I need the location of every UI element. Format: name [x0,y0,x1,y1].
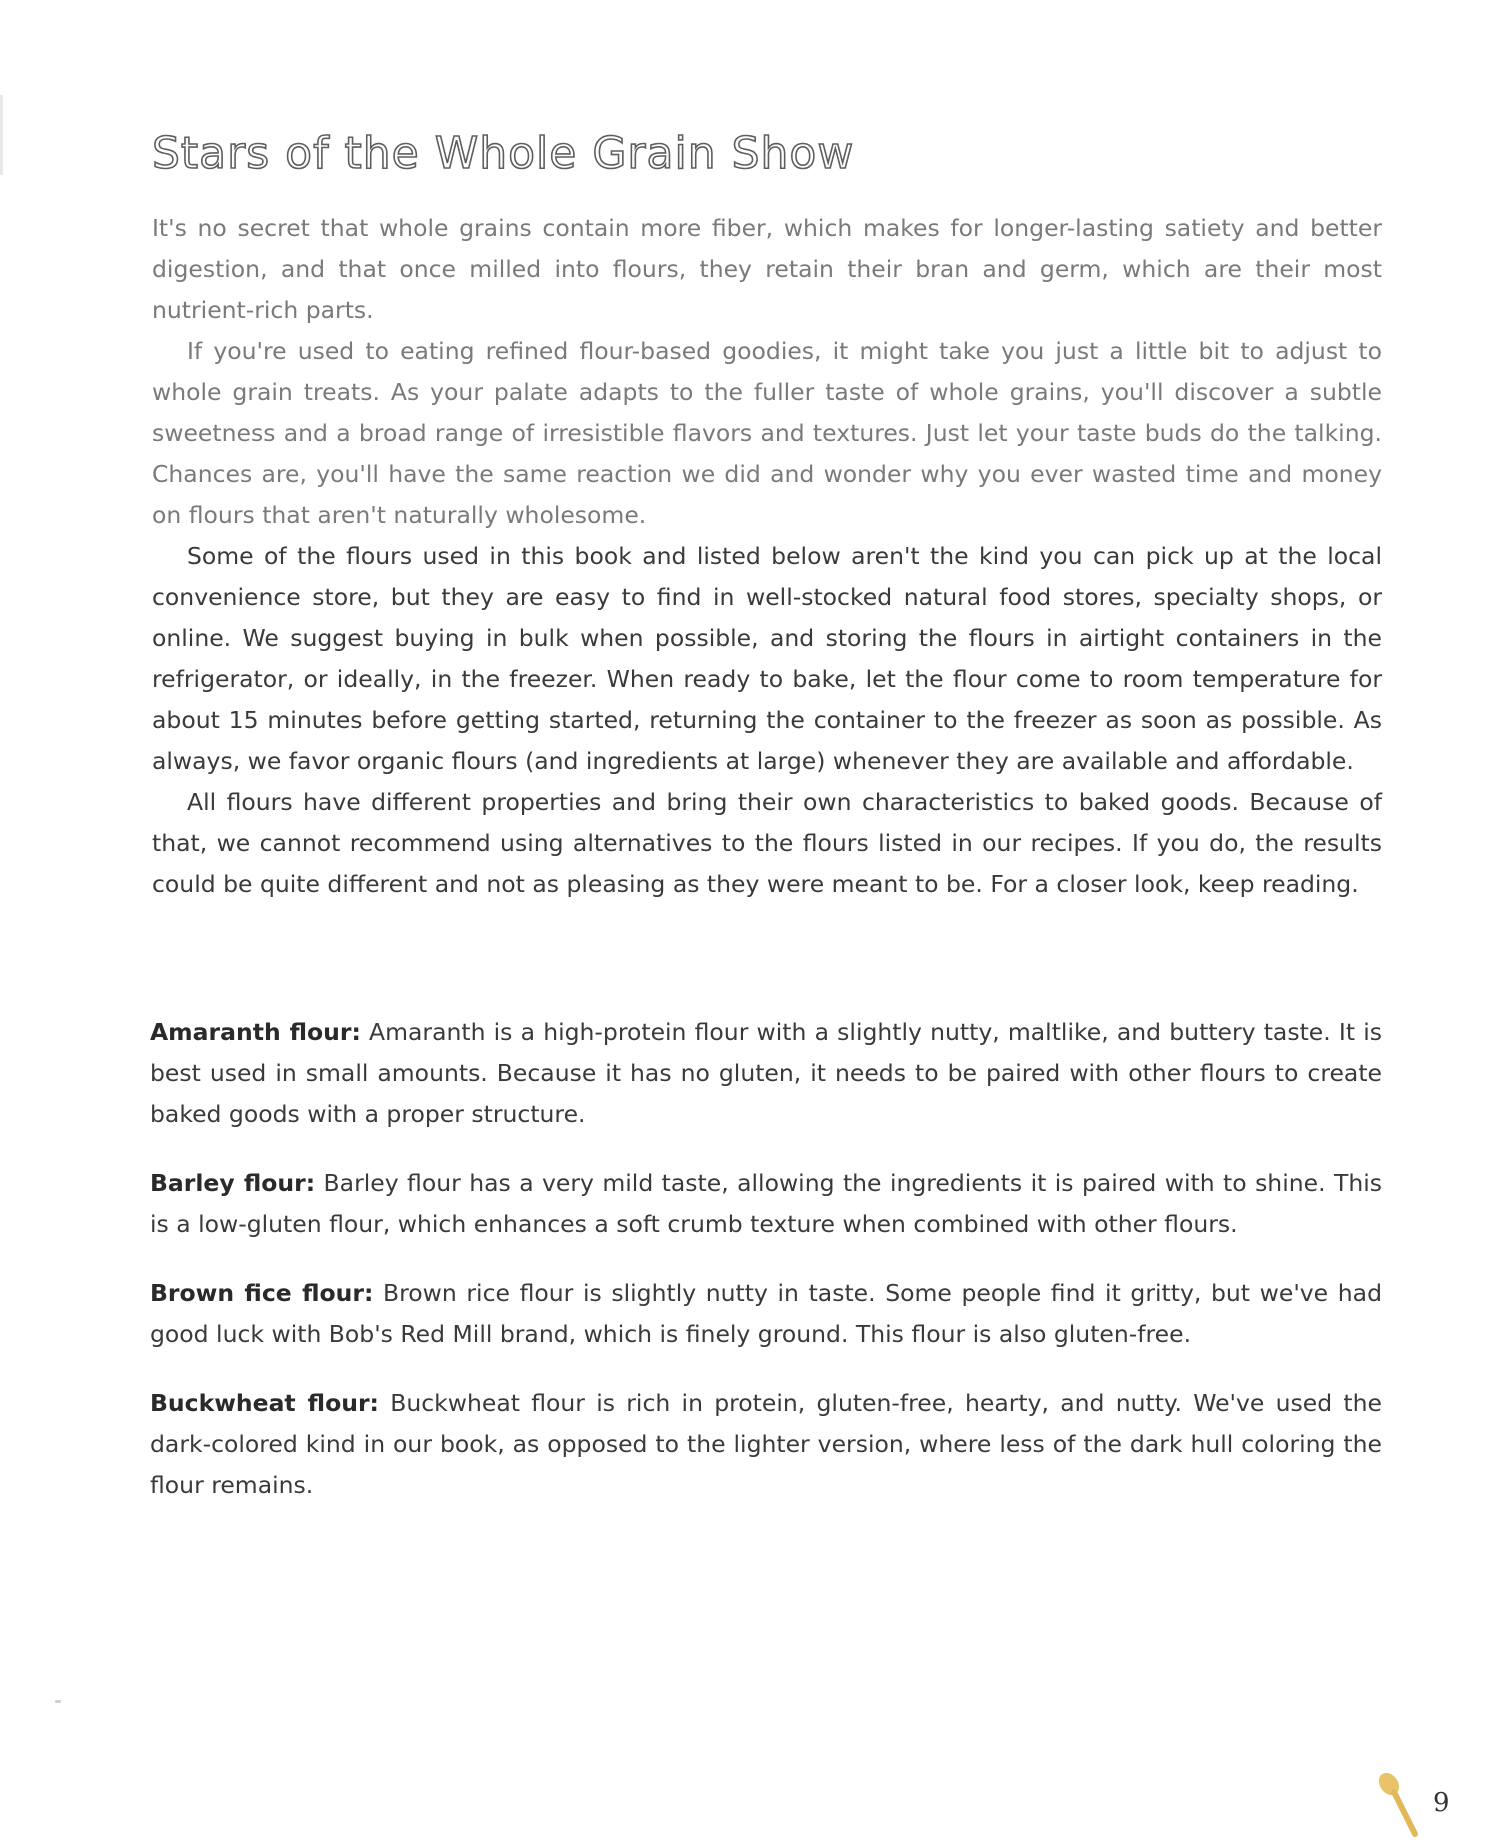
flour-description: Brown rice flour is slightly nutty in taste. Some people find it gritty, but we've had good luck with Bob's Red Mill brand, which is finely ground. This flour is also gluten-free. [150,1279,1382,1348]
flour-term: Amaranth flour: [150,1018,361,1046]
flour-entry-brown-rice [150,1273,1382,1355]
flour-description: Barley flour has a very mild taste, allowing the ingredients it is paired with to shine. This is a low-gluten flour, which enhances a soft crumb texture when combined with other flours. [150,1169,1383,1238]
flour-term: Barley flour: [150,1169,316,1197]
flour-term: Brown fice flour: [150,1279,374,1307]
intro-paragraph-2: If you're used to eating refined flour-based goodies, it might take you just a little bit to adjust to whole grain treats. As your palate adapts to the fuller taste of whole grains, you'll discover a subtle sweetness and a broad range of irresistible flavors and textures. Just let your taste buds do the talking. Chances are, you'll have the same reaction we did and wonder why you ever wasted time and money on flours that aren't naturally wholesome. [152,337,1382,529]
page-edge-shadow [0,95,3,175]
intro-text [152,208,1382,905]
flour-entry-barley [150,1163,1382,1245]
intro-paragraph-3: Some of the flours used in this book and listed below aren't the kind you can pick up at the local convenience store, but they are easy to find in well-stocked natural food stores, specialty shops, or online. We suggest buying in bulk when possible, and storing the flours in airtight containers in the refrigerator, or ideally, in the freezer. When ready to bake, let the flour come to room temperature for about 15 minutes before getting started, returning the container to the freezer as soon as possible. As always, we favor organic flours (and ingredients at large) whenever they are available and affordable. [152,542,1382,775]
page-title: Stars of the Whole Grain Show [152,128,855,179]
flour-entry-buckwheat [150,1383,1382,1506]
flour-description: Amaranth is a high-protein flour with a slightly nutty, maltlike, and buttery taste. It is best used in small amounts. Because it has no gluten, it needs to be paired with other flours to create baked goods with a proper structure. [150,1018,1382,1128]
paper-speck [55,1700,61,1703]
flour-description: Buckwheat flour is rich in protein, gluten-free, hearty, and nutty. We've used the dark-colored kind in our book, as opposed to the lighter version, where less of the dark hull coloring the flour remains. [150,1389,1382,1499]
intro-paragraph-1: It's no secret that whole grains contain more fiber, which makes for longer-lasting satiety and better digestion, and that once milled into flours, they retain their bran and germ, which are their most nutrient-rich parts. [152,214,1382,324]
page-number: 9 [1433,1788,1450,1818]
intro-paragraph-4: All flours have different properties and bring their own characteristics to baked goods. Because of that, we cannot recommend using alternatives to the flours listed in our recipes. If you do, the results could be quite different and not as pleasing as they were meant to be. For a closer look, keep reading. [152,788,1382,898]
flour-term: Buckwheat flour: [150,1389,379,1417]
wooden-spoon-icon [1375,1770,1425,1840]
flour-entry-amaranth [150,1012,1382,1135]
flour-list [150,1012,1382,1534]
